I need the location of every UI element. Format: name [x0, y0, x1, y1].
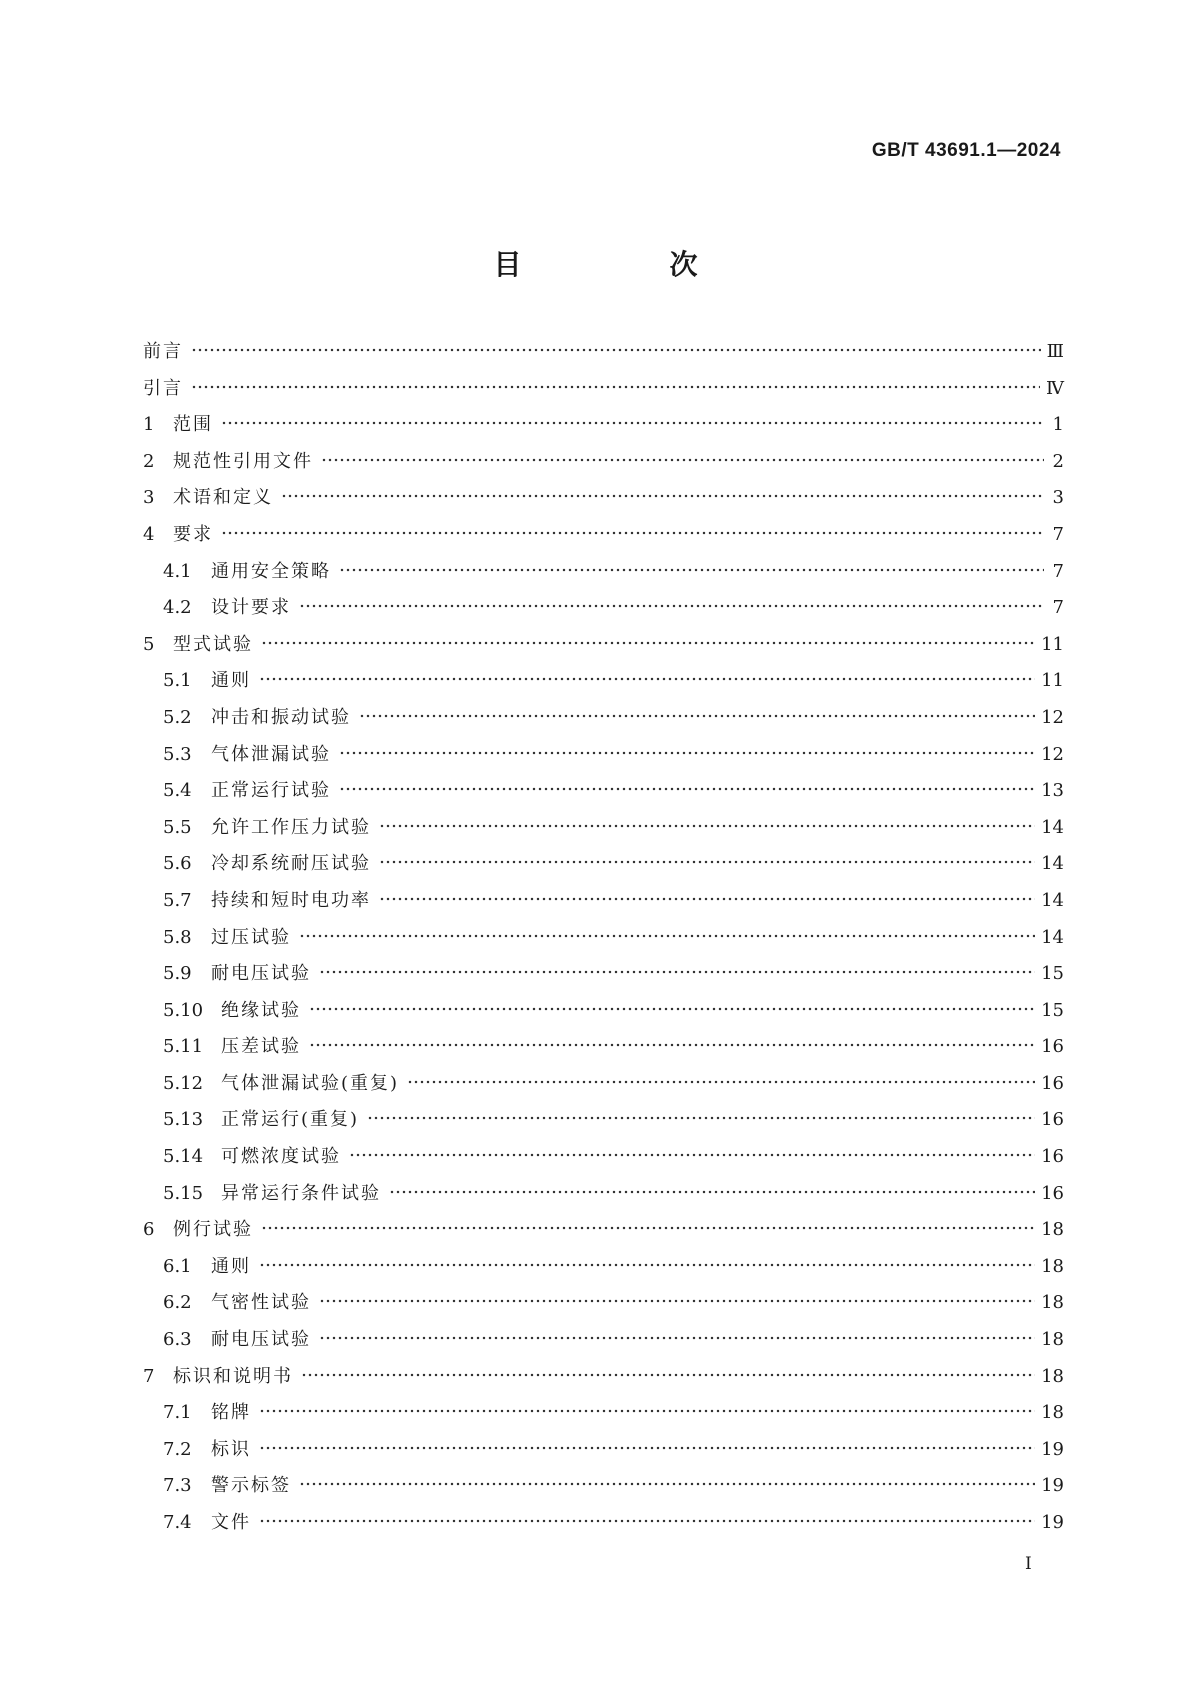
toc-entry-number: 4.2 — [163, 597, 192, 619]
toc-dot-leader — [359, 707, 1035, 725]
toc-dot-leader — [191, 341, 1041, 359]
toc-entry-number: 5.10 — [163, 999, 204, 1021]
toc-dot-leader — [221, 414, 1044, 432]
toc-entry[interactable] — [143, 520, 1064, 557]
toc-entry[interactable] — [143, 1105, 1064, 1142]
toc-entry-number: 1 — [143, 414, 155, 436]
page-title: 目 次 — [493, 248, 758, 281]
toc-dot-leader — [299, 1475, 1035, 1493]
toc-dot-leader — [319, 1329, 1035, 1347]
toc-entry-number: 5.15 — [163, 1182, 204, 1204]
toc-entry[interactable] — [143, 886, 1064, 923]
toc-entry[interactable] — [143, 1435, 1064, 1472]
toc-entry-number: 5.8 — [163, 926, 192, 948]
toc-entry-number: 5.7 — [163, 889, 192, 911]
toc-entry-page: Ⅳ — [1046, 377, 1064, 399]
toc-entry-number: 6.3 — [163, 1329, 192, 1351]
toc-entry-number: 6 — [143, 1219, 155, 1241]
toc-entry[interactable] — [143, 410, 1064, 447]
toc-dot-leader — [191, 378, 1040, 396]
toc-entry-page: 16 — [1041, 1182, 1064, 1204]
toc-entry-number: 5.2 — [163, 706, 192, 728]
toc-dot-leader — [221, 524, 1044, 542]
toc-entry[interactable] — [143, 337, 1064, 374]
toc-entry-label: 设计要求 — [211, 597, 291, 619]
toc-entry[interactable] — [143, 1252, 1064, 1289]
toc-entry-number: 5.11 — [163, 1036, 204, 1058]
toc-entry-number: 7 — [143, 1365, 155, 1387]
toc-dot-leader — [261, 634, 1035, 652]
toc-entry-label: 正常运行试验 — [211, 780, 331, 802]
toc-entry-page: 2 — [1052, 450, 1064, 472]
toc-entry-number: 5.5 — [163, 816, 192, 838]
toc-entry-page: 16 — [1041, 1146, 1064, 1168]
toc-entry-page: 18 — [1041, 1292, 1064, 1314]
toc-entry-label: 允许工作压力试验 — [211, 816, 371, 838]
toc-entry[interactable] — [143, 1362, 1064, 1399]
toc-entry-number: 5 — [143, 633, 155, 655]
toc-dot-leader — [319, 1292, 1035, 1310]
toc-entry[interactable] — [143, 1179, 1064, 1216]
toc-dot-leader — [299, 597, 1044, 615]
toc-entry[interactable] — [143, 1032, 1064, 1069]
toc-entry-page: 11 — [1041, 670, 1064, 692]
toc-entry-label: 持续和短时电功率 — [211, 889, 371, 911]
toc-entry-page: 1 — [1052, 414, 1064, 436]
toc-entry[interactable] — [143, 703, 1064, 740]
toc-entry-page: 18 — [1041, 1402, 1064, 1424]
toc-entry-page: 14 — [1041, 926, 1064, 948]
toc-entry-label: 气体泄漏试验 — [211, 743, 331, 765]
toc-entry-number: 7.4 — [163, 1512, 192, 1533]
toc-entry-label: 例行试验 — [173, 1219, 253, 1241]
toc-entry-page: 19 — [1041, 1475, 1064, 1497]
toc-entry[interactable] — [143, 1215, 1064, 1252]
toc-dot-leader — [389, 1183, 1035, 1201]
toc-entry-label: 耐电压试验 — [211, 1329, 311, 1351]
toc-entry-page: Ⅲ — [1046, 341, 1064, 362]
toc-entry-label: 要求 — [173, 523, 213, 545]
toc-dot-leader — [259, 1512, 1035, 1530]
toc-dot-leader — [339, 780, 1035, 798]
toc-entry-number: 7.3 — [163, 1475, 192, 1497]
toc-entry-label: 绝缘试验 — [221, 999, 301, 1021]
toc-entry-label: 冷却系统耐压试验 — [211, 853, 371, 875]
toc-dot-leader — [309, 1000, 1035, 1018]
toc-entry-number: 5.4 — [163, 780, 192, 802]
toc-entry-page: 13 — [1041, 780, 1064, 802]
toc-entry-label: 范围 — [173, 414, 213, 436]
toc-entry-page: 11 — [1041, 633, 1064, 655]
toc-entry-label: 前言 — [143, 341, 183, 362]
toc-entry-label: 术语和定义 — [173, 487, 273, 509]
toc-entry[interactable] — [143, 849, 1064, 886]
toc-entry-page: 12 — [1041, 743, 1064, 765]
toc-entry-page: 18 — [1041, 1219, 1064, 1241]
toc-entry-number: 6.1 — [163, 1255, 192, 1277]
toc-entry-label: 铭牌 — [211, 1402, 251, 1424]
toc-entry[interactable] — [143, 996, 1064, 1033]
toc-dot-leader — [301, 1366, 1035, 1384]
toc-entry-page: 14 — [1041, 889, 1064, 911]
toc-entry-page: 16 — [1041, 1109, 1064, 1131]
toc-entry[interactable] — [143, 813, 1064, 850]
toc-entry-number: 6.2 — [163, 1292, 192, 1314]
toc-entry-page: 12 — [1041, 706, 1064, 728]
toc-entry[interactable] — [143, 483, 1064, 520]
toc-entry[interactable] — [143, 593, 1064, 630]
toc-entry-page: 14 — [1041, 853, 1064, 875]
toc-entry-number: 5.6 — [163, 853, 192, 875]
toc-entry[interactable] — [143, 666, 1064, 703]
toc-entry-number: 2 — [143, 450, 155, 472]
toc-entry-page: 19 — [1041, 1438, 1064, 1460]
toc-entry-number: 7.1 — [163, 1402, 192, 1424]
toc-entry[interactable] — [143, 1325, 1064, 1362]
toc-entry-number: 5.14 — [163, 1146, 204, 1168]
toc-entry-number: 4.1 — [163, 560, 192, 582]
toc-dot-leader — [299, 927, 1035, 945]
toc-entry[interactable] — [143, 1508, 1064, 1545]
toc-entry-label: 气体泄漏试验(重复) — [221, 1072, 400, 1094]
toc-entry-number: 5.9 — [163, 963, 192, 985]
toc-entry-label: 标识和说明书 — [173, 1365, 293, 1387]
toc-entry-label: 通则 — [211, 1255, 251, 1277]
toc-dot-leader — [379, 817, 1035, 835]
toc-entry-number: 5.1 — [163, 670, 192, 692]
page-number: I — [1025, 1554, 1032, 1574]
toc-entry-number: 5.12 — [163, 1072, 204, 1094]
toc-dot-leader — [379, 853, 1035, 871]
toc-dot-leader — [339, 561, 1044, 579]
toc-entry-page: 16 — [1041, 1036, 1064, 1058]
toc-entry-label: 气密性试验 — [211, 1292, 311, 1314]
toc-entry[interactable] — [143, 923, 1064, 960]
toc-dot-leader — [407, 1073, 1035, 1091]
toc-entry-number: 5.13 — [163, 1109, 204, 1131]
toc-entry-label: 警示标签 — [211, 1475, 291, 1497]
toc-dot-leader — [281, 487, 1044, 505]
toc-entry-label: 过压试验 — [211, 926, 291, 948]
toc-entry-label: 标识 — [211, 1438, 251, 1460]
toc-dot-leader — [367, 1109, 1035, 1127]
toc-dot-leader — [259, 670, 1035, 688]
toc-dot-leader — [379, 890, 1035, 908]
toc-entry-label: 规范性引用文件 — [173, 450, 313, 472]
toc-entry-page: 3 — [1052, 487, 1064, 509]
toc-entry-page: 7 — [1052, 560, 1064, 582]
toc-entry-label: 通用安全策略 — [211, 560, 331, 582]
toc-entry[interactable] — [143, 740, 1064, 777]
toc-entry-page: 15 — [1041, 963, 1064, 985]
toc-entry[interactable] — [143, 374, 1064, 411]
toc-entry-label: 文件 — [211, 1512, 251, 1533]
toc-dot-leader — [339, 744, 1035, 762]
toc-entry[interactable] — [143, 1142, 1064, 1179]
toc-entry-page: 19 — [1041, 1512, 1064, 1533]
toc-entry-label: 压差试验 — [221, 1036, 301, 1058]
toc-dot-leader — [349, 1146, 1035, 1164]
toc-dot-leader — [259, 1402, 1035, 1420]
toc-entry-number: 3 — [143, 487, 155, 509]
toc-entry-label: 正常运行(重复) — [221, 1109, 360, 1131]
toc-entry[interactable] — [143, 557, 1064, 594]
toc-entry[interactable] — [143, 959, 1064, 996]
toc-entry[interactable] — [143, 447, 1064, 484]
toc-entry-page: 18 — [1041, 1329, 1064, 1351]
toc-entry-page: 15 — [1041, 999, 1064, 1021]
toc-dot-leader — [259, 1256, 1035, 1274]
toc-entry[interactable] — [143, 1288, 1064, 1325]
standard-code: GB/T 43691.1—2024 — [871, 140, 1061, 161]
toc-entry[interactable] — [143, 776, 1064, 813]
toc-entry-label: 型式试验 — [173, 633, 253, 655]
toc-dot-leader — [261, 1219, 1035, 1237]
toc-dot-leader — [321, 451, 1044, 469]
toc-dot-leader — [309, 1036, 1035, 1054]
toc-entry-page: 18 — [1041, 1365, 1064, 1387]
toc-entry[interactable] — [143, 1069, 1064, 1106]
toc-entry-label: 耐电压试验 — [211, 963, 311, 985]
toc-entry-label: 通则 — [211, 670, 251, 692]
toc-entry-page: 16 — [1041, 1072, 1064, 1094]
toc-dot-leader — [259, 1439, 1035, 1457]
toc-entry-number: 7.2 — [163, 1438, 192, 1460]
toc-entry-page: 14 — [1041, 816, 1064, 838]
toc-entry-label: 可燃浓度试验 — [221, 1146, 341, 1168]
table-of-contents — [143, 337, 1064, 1545]
toc-entry-number: 4 — [143, 523, 155, 545]
toc-entry-page: 7 — [1052, 523, 1064, 545]
toc-entry-label: 引言 — [143, 377, 183, 399]
toc-entry-page: 7 — [1052, 597, 1064, 619]
toc-entry-number: 5.3 — [163, 743, 192, 765]
toc-entry[interactable] — [143, 1471, 1064, 1508]
toc-entry-page: 18 — [1041, 1255, 1064, 1277]
toc-entry[interactable] — [143, 630, 1064, 667]
toc-entry-label: 异常运行条件试验 — [221, 1182, 381, 1204]
toc-entry-label: 冲击和振动试验 — [211, 706, 351, 728]
toc-entry[interactable] — [143, 1398, 1064, 1435]
toc-dot-leader — [319, 963, 1035, 981]
